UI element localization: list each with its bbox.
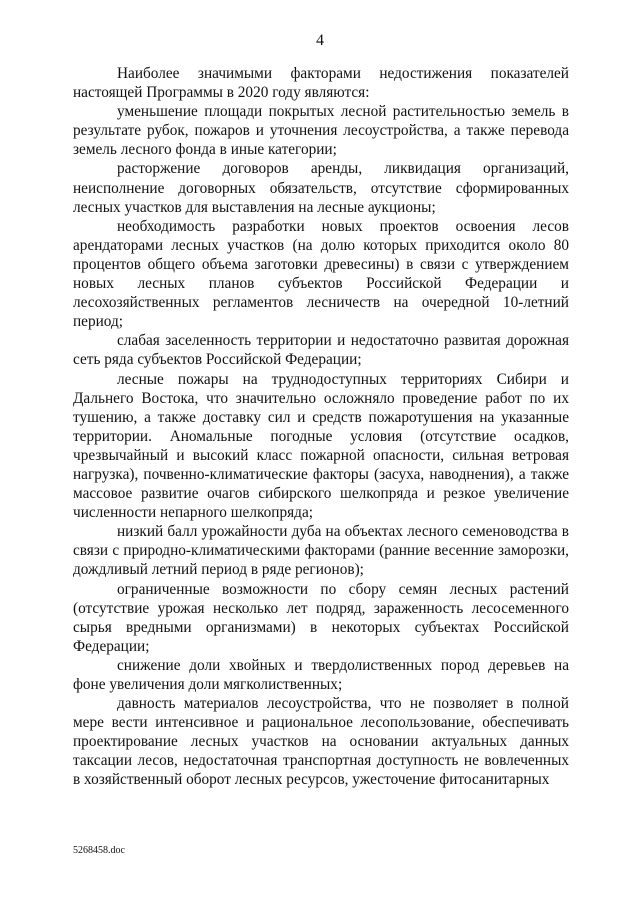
paragraph-lease-termination: расторжение договоров аренды, ликвидация организаций, неисполнение договорных обязательств, отсутствие сформированных лесных участков для выставления на лесные аукционы; [73, 160, 569, 216]
paragraph-intro: Наиболее значимыми факторами недостижения показателей настоящей Программы в 2020 году являются: [73, 65, 569, 102]
page-number: 4 [316, 32, 324, 49]
paragraph-conifer-decline: снижение доли хвойных и твердолиственных пород деревьев на фоне увеличения доли мягколиственных; [73, 656, 569, 693]
document-body [73, 64, 569, 790]
paragraph-inventory-age: давность материалов лесоустройства, что не позволяет в полной мере вести интенсивное и рациональное лесопользование, обеспечивать проектирование лесных участков на основании актуальных данных таксации лесов, недостаточная транспортная доступность не вовлеченных в хозяйственный оборот лесных ресурсов, ужесточение фитосанитарных [73, 695, 569, 789]
footer-filename: 5268458.doc [73, 845, 125, 856]
paragraph-new-projects: необходимость разработки новых проектов освоения лесов арендаторами лесных участков (на долю которых приходится около 80 процентов общего объема заготовки древесины) в связи с утверждением новых лесных планов субъектов Российской Федерации и лесохозяйственных регламентов лесничеств на очередной 10-летний период; [73, 217, 569, 331]
paragraph-seed-collection: ограниченные возможности по сбору семян лесных растений (отсутствие урожая несколько лет подряд, зараженность лесосеменного сырья вредными организмами) в некоторых субъектах Российской Федерации; [73, 580, 569, 655]
paragraph-forest-area-reduction: уменьшение площади покрытых лесной растительностью земель в результате рубок, пожаров и уточнения лесоустройства, а также перевода земель лесного фонда в иные категории; [73, 103, 569, 159]
paragraph-low-population: слабая заселенность территории и недостаточно развитая дорожная сеть ряда субъектов Российской Федерации; [73, 332, 569, 369]
paragraph-oak-yield: низкий балл урожайности дуба на объектах лесного семеноводства в связи с природно-климатическими факторами (ранние весенние заморозки, дождливый летний период в ряде регионов); [73, 523, 569, 579]
paragraph-forest-fires: лесные пожары на труднодоступных территориях Сибири и Дальнего Востока, что значительно осложняло проведение работ по их тушению, а также доставку сил и средств пожаротушения на указанные территории. Аномальные погодные условия (отсутствие осадков, чрезвычайный и высокий класс пожарной опасности, сильная ветровая нагрузка), почвенно-климатические факторы (засуха, наводнения), а также массовое развитие очагов сибирского шелкопряда и резкое увеличение численности непарного шелкопряда; [73, 370, 569, 522]
